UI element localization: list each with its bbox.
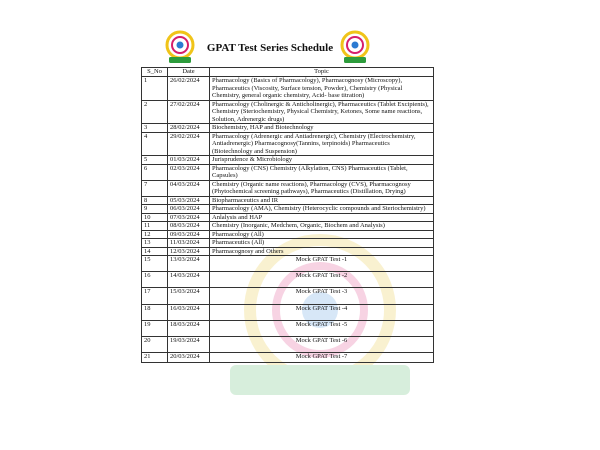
topic-cell: Mock GPAT Test -7: [210, 353, 434, 363]
date-cell: 16/03/2024: [168, 305, 210, 321]
table-row: [142, 272, 434, 288]
schedule-table: [141, 67, 434, 363]
topic-cell: Pharmacology (Basics of Pharmacology), Pharmacognosy (Microscopy), Pharmaceutics (Viscosity, Surface tension, Powder), Chemistry (Physical Chemistry, general organic chemistry, Acid- base titration): [210, 77, 434, 101]
topic-cell: Pharmacology (All): [210, 230, 434, 239]
sno-cell: 14: [142, 247, 168, 256]
header: [0, 30, 600, 70]
sno-cell: 7: [142, 180, 168, 196]
sno-cell: 15: [142, 256, 168, 272]
date-cell: 06/03/2024: [168, 205, 210, 214]
sno-cell: 17: [142, 288, 168, 305]
date-cell: 18/03/2024: [168, 321, 210, 337]
topic-cell: Mock GPAT Test -4: [210, 305, 434, 321]
topic-cell: Chemistry (Inorganic, Medchem, Organic, Biochem and Analysis): [210, 222, 434, 231]
sno-cell: 2: [142, 100, 168, 124]
table-row: [142, 124, 434, 133]
date-cell: 20/03/2024: [168, 353, 210, 363]
date-cell: 27/02/2024: [168, 100, 210, 124]
date-cell: 28/02/2024: [168, 124, 210, 133]
date-cell: 02/03/2024: [168, 164, 210, 180]
page-title: GPAT Test Series Schedule: [206, 42, 334, 54]
date-cell: 15/03/2024: [168, 288, 210, 305]
date-cell: 07/03/2024: [168, 213, 210, 222]
table-row: [142, 353, 434, 363]
topic-cell: Pharmacology (Adrenergic and Antiadrenergic), Chemistry (Electrochemistry, Antiadrenergic) Pharmacognosy(Tannins, terpinoids) Pharmaceutics (Biotechnology and Suspension): [210, 132, 434, 156]
sno-cell: 18: [142, 305, 168, 321]
schedule-body: [142, 77, 434, 363]
column-header-sno: S_No: [142, 68, 168, 77]
table-row: [142, 305, 434, 321]
sno-cell: 6: [142, 164, 168, 180]
topic-cell: Pharmacognosy and Others: [210, 247, 434, 256]
sno-cell: 5: [142, 156, 168, 165]
table-row: [142, 196, 434, 205]
table-row: [142, 256, 434, 272]
sno-cell: 16: [142, 272, 168, 288]
topic-cell: Mock GPAT Test -5: [210, 321, 434, 337]
sno-cell: 8: [142, 196, 168, 205]
topic-cell: Mock GPAT Test -6: [210, 337, 434, 353]
date-cell: 26/02/2024: [168, 77, 210, 101]
brand-logo-icon: [338, 30, 372, 64]
column-header-date: Date: [168, 68, 210, 77]
date-cell: 13/03/2024: [168, 256, 210, 272]
topic-cell: Mock GPAT Test -1: [210, 256, 434, 272]
table-row: [142, 247, 434, 256]
table-row: [142, 288, 434, 305]
topic-cell: Biochemistry, HAP and Biotechnology: [210, 124, 434, 133]
date-cell: 08/03/2024: [168, 222, 210, 231]
date-cell: 09/03/2024: [168, 230, 210, 239]
topic-cell: Jurisprudence & Microbiology: [210, 156, 434, 165]
topic-cell: Anlalysis and HAP: [210, 213, 434, 222]
topic-cell: Pharmaceutics (All): [210, 239, 434, 248]
table-row: [142, 337, 434, 353]
date-cell: 19/03/2024: [168, 337, 210, 353]
sno-cell: 12: [142, 230, 168, 239]
date-cell: 14/03/2024: [168, 272, 210, 288]
table-row: [142, 132, 434, 156]
sno-cell: 10: [142, 213, 168, 222]
sno-cell: 19: [142, 321, 168, 337]
sno-cell: 1: [142, 77, 168, 101]
table-row: [142, 213, 434, 222]
topic-cell: Pharmacology (CNS) Chemistry (Alkylation, CNS) Pharmaceutics (Tablet, Capsules): [210, 164, 434, 180]
table-row: [142, 222, 434, 231]
sno-cell: 20: [142, 337, 168, 353]
date-cell: 05/03/2024: [168, 196, 210, 205]
date-cell: 01/03/2024: [168, 156, 210, 165]
table-row: [142, 100, 434, 124]
date-cell: 29/02/2024: [168, 132, 210, 156]
sno-cell: 9: [142, 205, 168, 214]
date-cell: 12/03/2024: [168, 247, 210, 256]
sno-cell: 11: [142, 222, 168, 231]
table-row: [142, 77, 434, 101]
topic-cell: Pharmacology (AMA), Chemistry (Heterocyclic compounds and Steriochemistry): [210, 205, 434, 214]
topic-cell: Mock GPAT Test -2: [210, 272, 434, 288]
table-row: [142, 180, 434, 196]
sno-cell: 4: [142, 132, 168, 156]
date-cell: 04/03/2024: [168, 180, 210, 196]
table-row: [142, 205, 434, 214]
table-row: [142, 156, 434, 165]
sno-cell: 3: [142, 124, 168, 133]
topic-cell: Biopharmaceutics and IR: [210, 196, 434, 205]
table-row: [142, 321, 434, 337]
column-header-topic: Topic: [210, 68, 434, 77]
table-row: [142, 239, 434, 248]
topic-cell: Chemistry (Organic name reactions), Pharmacology (CVS), Pharmacognosy (Phytochemical screening pathways), Pharmaceutics (Distillation, Drying): [210, 180, 434, 196]
topic-cell: Pharmacology (Cholinergic & Anticholinergic), Pharmaceutics (Tablet Excipients), Chemistry (Steriochemistry, Physical Chemistry, Ketones, Some name reactions, Solution, Adrenergic drugs): [210, 100, 434, 124]
brand-logo-icon: [163, 30, 197, 64]
table-row: [142, 230, 434, 239]
table-header-row: [142, 68, 434, 77]
table-row: [142, 164, 434, 180]
sno-cell: 13: [142, 239, 168, 248]
date-cell: 11/03/2024: [168, 239, 210, 248]
sno-cell: 21: [142, 353, 168, 363]
topic-cell: Mock GPAT Test -3: [210, 288, 434, 305]
